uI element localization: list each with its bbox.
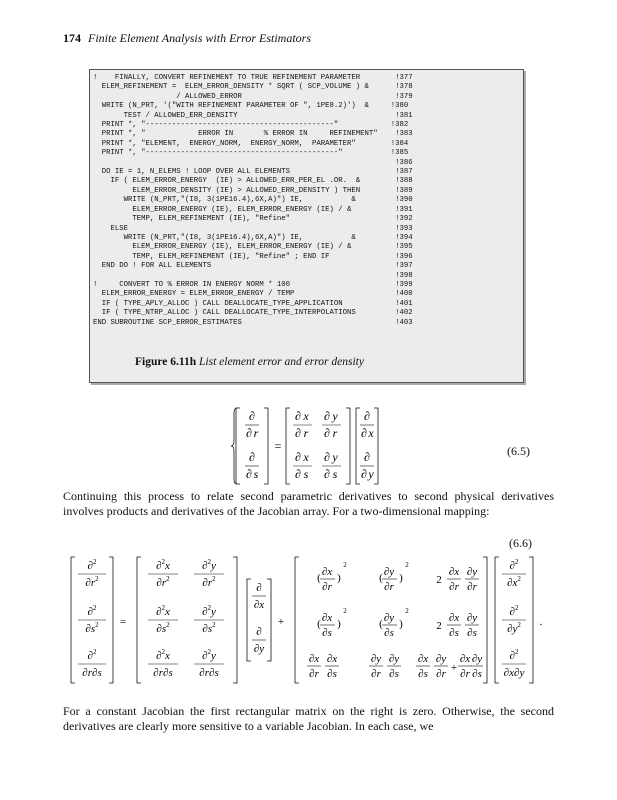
svg-text:+: + bbox=[450, 662, 458, 674]
svg-text:∂2: ∂$^2$ bbox=[509, 648, 519, 662]
figure-caption-text: List element error and error density bbox=[199, 356, 364, 368]
code-line: PRINT *, "-------------------------------------------" !382 bbox=[93, 121, 409, 130]
code-line: WRITE (N_PRT,"(I8, 3(1PE16.4),6X,A)") IE, & !390 bbox=[93, 196, 413, 205]
code-line: !398 bbox=[93, 271, 413, 280]
svg-text:∂: ∂ bbox=[256, 626, 262, 638]
svg-text:∂s: ∂s bbox=[472, 668, 482, 680]
eq1-r: r bbox=[253, 426, 259, 440]
eq1-j12-r: r bbox=[332, 426, 338, 440]
code-line: DO IE = 1, N_ELEMS ! LOOP OVER ALL ELEMENTS !387 bbox=[93, 168, 413, 177]
svg-text:∂s: ∂s bbox=[327, 668, 337, 680]
code-line: TEMP, ELEM_REFINEMENT (IE), "Refine" ; END IF !396 bbox=[93, 252, 413, 261]
eq2-period: . bbox=[539, 616, 543, 628]
svg-text:∂s: ∂s bbox=[389, 668, 399, 680]
code-line: PRINT *, " ERROR IN % ERROR IN REFINEMENT" !383 bbox=[93, 130, 413, 139]
svg-text:∂s: ∂s bbox=[384, 627, 394, 639]
svg-text:∂r: ∂r bbox=[322, 581, 332, 593]
code-listing bbox=[93, 74, 413, 328]
svg-text:(: ( bbox=[317, 618, 321, 630]
code-line: PRINT *, "ELEMENT, ENERGY_NORM, ENERGY_NORM, PARAMETER" !384 bbox=[93, 139, 409, 148]
eq1-d-s-den: ∂ bbox=[246, 467, 252, 481]
svg-text:∂2x: ∂$^2$x bbox=[156, 648, 170, 662]
svg-text:∂r: ∂r bbox=[449, 581, 459, 593]
svg-text:): ) bbox=[399, 618, 403, 630]
code-line: TEMP, ELEM_REFINEMENT (IE), "Refine" !392 bbox=[93, 215, 413, 224]
svg-text:∂2: ∂$^2$ bbox=[509, 604, 519, 618]
code-line: !386 bbox=[93, 158, 413, 167]
paragraph-2: For a constant Jacobian the first rectangular matrix on the right is zero. Otherwise, the second derivatives are clearly more sensitive to a variable Jacobian. In each case, we bbox=[63, 704, 554, 733]
svg-text:∂y: ∂y bbox=[383, 612, 395, 624]
svg-text:∂r2: $\partial r^2$ bbox=[202, 575, 216, 589]
figure-caption bbox=[135, 356, 364, 368]
svg-text:∂x: ∂x bbox=[308, 653, 320, 665]
svg-text:∂s: ∂s bbox=[467, 627, 477, 639]
svg-text:∂y: ∂y bbox=[370, 653, 382, 665]
eq1-j22-d: ∂ bbox=[324, 450, 330, 464]
svg-text:∂x: ∂x bbox=[459, 653, 471, 665]
svg-text:∂r: ∂r bbox=[436, 668, 446, 680]
svg-text:∂x: ∂x bbox=[321, 566, 333, 578]
eq1-dy-den: ∂ bbox=[361, 467, 367, 481]
eq1-j21-s: s bbox=[303, 467, 309, 481]
eq1-j21-d2: ∂ bbox=[295, 467, 301, 481]
svg-text:∂r∂s: ∂r∂s bbox=[82, 667, 102, 679]
eq1-d-s-num: ∂ bbox=[249, 450, 255, 464]
eq1-d-r-num: ∂ bbox=[249, 409, 255, 423]
svg-text:∂y: ∂y bbox=[466, 566, 478, 578]
book-title: Finite Element Analysis with Error Estimators bbox=[88, 31, 311, 45]
svg-text:): ) bbox=[399, 572, 403, 584]
svg-text:(: ( bbox=[379, 618, 383, 630]
svg-text:∂r∂s: ∂r∂s bbox=[199, 667, 219, 679]
svg-text:2: 2 bbox=[436, 620, 442, 632]
code-line: WRITE (N_PRT,"(I8, 3(1PE16.4),6X,A)") IE, & !394 bbox=[93, 233, 413, 242]
eq1-dx-num: ∂ bbox=[364, 409, 370, 423]
eq1-x: x bbox=[368, 426, 374, 440]
svg-text:∂x: ∂x bbox=[326, 653, 338, 665]
svg-text:2: 2 bbox=[343, 607, 347, 615]
code-line: ELEM_ERROR_ENERGY (IE), ELEM_ERROR_ENERGY (IE) / & !395 bbox=[93, 243, 413, 252]
svg-text:∂y: ∂y bbox=[435, 653, 447, 665]
eq2-product-matrix bbox=[307, 561, 483, 680]
eq1-dx-den: ∂ bbox=[361, 426, 367, 440]
eq2-equals: = bbox=[119, 616, 127, 628]
eq-number-6-6: (6.6) bbox=[509, 536, 532, 550]
svg-text:∂r: ∂r bbox=[467, 581, 477, 593]
eq1-j21-d: ∂ bbox=[295, 450, 301, 464]
eq1-j12-d2: ∂ bbox=[324, 426, 330, 440]
svg-text:2: 2 bbox=[405, 561, 409, 569]
eq1-j21-x: x bbox=[303, 450, 309, 464]
svg-text:2: 2 bbox=[436, 574, 442, 586]
code-line: TEST / ALLOWED_ERR_DENSITY !381 bbox=[93, 111, 413, 120]
svg-text:2: 2 bbox=[343, 561, 347, 569]
code-listing-box bbox=[89, 69, 524, 383]
eq1-j12-d: ∂ bbox=[324, 409, 330, 423]
svg-text:∂x: ∂x bbox=[321, 612, 333, 624]
figure-label: Figure 6.11h bbox=[135, 356, 197, 368]
eq2-second-derivative-matrix bbox=[148, 558, 224, 679]
eq1-equals: = bbox=[274, 439, 282, 453]
code-line: IF ( TYPE_NTRP_ALLOC ) CALL DEALLOCATE_TYPE_INTERPOLATIONS !402 bbox=[93, 309, 413, 318]
svg-text:∂x: ∂x bbox=[448, 612, 460, 624]
svg-text:∂x: ∂x bbox=[448, 566, 460, 578]
code-line: END DO ! FOR ALL ELEMENTS !397 bbox=[93, 262, 413, 271]
svg-text:∂2y: ∂$^2$y bbox=[202, 604, 216, 618]
svg-text:∂s2: $\partial s^2$ bbox=[85, 621, 99, 635]
eq1-dy-num: ∂ bbox=[364, 450, 370, 464]
svg-text:∂r: ∂r bbox=[384, 581, 394, 593]
code-line: ! FINALLY, CONVERT REFINEMENT TO TRUE REFINEMENT PARAMETER !377 bbox=[93, 74, 413, 82]
svg-text:∂s2: $\partial s^2$ bbox=[202, 621, 216, 635]
svg-text:∂s: ∂s bbox=[418, 668, 428, 680]
svg-text:∂r2: $\partial r^2$ bbox=[85, 575, 99, 589]
svg-text:∂2y: ∂$^2$y bbox=[202, 648, 216, 662]
code-line: ELEM_REFINEMENT = ELEM_ERROR_DENSITY * SQRT ( SCP_VOLUME ) & !378 bbox=[93, 83, 413, 92]
svg-text:∂r: ∂r bbox=[309, 668, 319, 680]
running-header bbox=[63, 31, 311, 46]
svg-text:(: ( bbox=[379, 572, 383, 584]
equation-6-6 bbox=[63, 555, 553, 685]
eq-number-6-5: (6.5) bbox=[507, 444, 530, 458]
svg-text:∂s2: $\partial s^2$ bbox=[156, 621, 170, 635]
eq2-plus: + bbox=[277, 616, 285, 628]
code-line: ELEM_ERROR_ENERGY = ELEM_ERROR_ENERGY / TEMP !400 bbox=[93, 290, 413, 299]
code-line: / ALLOWED_ERROR !379 bbox=[93, 92, 413, 101]
svg-text:2: 2 bbox=[405, 607, 409, 615]
paragraph-1: Continuing this process to relate second parametric derivatives to second physical derivatives involves products and derivatives of the Jacobian array. For a two-dimensional mapping: bbox=[63, 489, 554, 518]
svg-text:∂s: ∂s bbox=[322, 627, 332, 639]
code-line: ELEM_ERROR_DENSITY (IE) > ALLOWED_ERR_DENSITY ) THEN !389 bbox=[93, 186, 413, 195]
eq1-j12-y: y bbox=[332, 409, 338, 423]
svg-text:∂y: ∂y bbox=[388, 653, 400, 665]
eq1-s: s bbox=[253, 467, 259, 481]
svg-text:∂r2: $\partial r^2$ bbox=[156, 575, 170, 589]
code-line: ELSE !393 bbox=[93, 224, 413, 233]
eq2-first-derivative-vector bbox=[252, 582, 266, 655]
svg-text:∂y: ∂y bbox=[466, 612, 478, 624]
svg-text:∂r: ∂r bbox=[371, 668, 381, 680]
svg-text:∂s: ∂s bbox=[449, 627, 459, 639]
eq1-d-r-den: ∂ bbox=[246, 426, 252, 440]
eq1-j22-y: y bbox=[332, 450, 338, 464]
code-line: END SUBROUTINE SCP_ERROR_ESTIMATES !403 bbox=[93, 318, 413, 327]
svg-text:∂x∂y: ∂x∂y bbox=[503, 667, 525, 679]
svg-text:∂r: ∂r bbox=[460, 668, 470, 680]
svg-text:∂2: ∂$^2$ bbox=[87, 604, 97, 618]
code-line: PRINT *, "--------------------------------------------" !385 bbox=[93, 149, 409, 158]
eq2-left-vector bbox=[78, 558, 106, 679]
equation-6-5 bbox=[230, 405, 380, 487]
svg-text:∂: ∂ bbox=[256, 582, 262, 594]
eq1-j11-d: ∂ bbox=[295, 409, 301, 423]
svg-text:∂r∂s: ∂r∂s bbox=[153, 667, 173, 679]
svg-text:∂x: ∂x bbox=[253, 599, 265, 611]
svg-text:∂x: ∂x bbox=[417, 653, 429, 665]
svg-text:∂y: ∂y bbox=[253, 643, 265, 655]
code-line: WRITE (N_PRT, '("WITH REFINEMENT PARAMETER OF ", 1PE8.2)') & !380 bbox=[93, 102, 409, 111]
svg-text:): ) bbox=[337, 572, 341, 584]
code-line: IF ( ELEM_ERROR_ENERGY (IE) > ALLOWED_ERR_PER_EL .OR. & !388 bbox=[93, 177, 413, 186]
svg-text:): ) bbox=[337, 618, 341, 630]
eq1-y: y bbox=[368, 467, 374, 481]
svg-text:∂y: ∂y bbox=[383, 566, 395, 578]
svg-text:∂2x: ∂$^2$x bbox=[156, 558, 170, 572]
svg-text:∂2y: ∂$^2$y bbox=[202, 558, 216, 572]
page-number: 174 bbox=[63, 31, 81, 45]
svg-text:∂y: ∂y bbox=[471, 653, 483, 665]
eq1-j11-x: x bbox=[303, 409, 309, 423]
svg-text:∂2: ∂$^2$ bbox=[509, 558, 519, 572]
svg-text:∂2: ∂$^2$ bbox=[87, 558, 97, 572]
svg-text:∂x2: $\partial x^2$ bbox=[507, 575, 521, 589]
eq2-right-vector bbox=[502, 558, 526, 679]
svg-text:(: ( bbox=[317, 572, 321, 584]
svg-text:∂y2: $\partial y^2$ bbox=[507, 621, 521, 635]
code-line: ! CONVERT TO % ERROR IN ENERGY NORM * 100 !399 bbox=[93, 280, 413, 289]
eq1-j22-d2: ∂ bbox=[324, 467, 330, 481]
code-line: IF ( TYPE_APLY_ALLOC ) CALL DEALLOCATE_TYPE_APPLICATION !401 bbox=[93, 299, 413, 308]
code-line: ELEM_ERROR_ENERGY (IE), ELEM_ERROR_ENERGY (IE) / & !391 bbox=[93, 205, 413, 214]
eq1-j11-r: r bbox=[303, 426, 309, 440]
eq1-j22-s: s bbox=[332, 467, 338, 481]
svg-text:∂2: ∂$^2$ bbox=[87, 648, 97, 662]
svg-text:∂2x: ∂$^2$x bbox=[156, 604, 170, 618]
eq1-j11-d2: ∂ bbox=[295, 426, 301, 440]
